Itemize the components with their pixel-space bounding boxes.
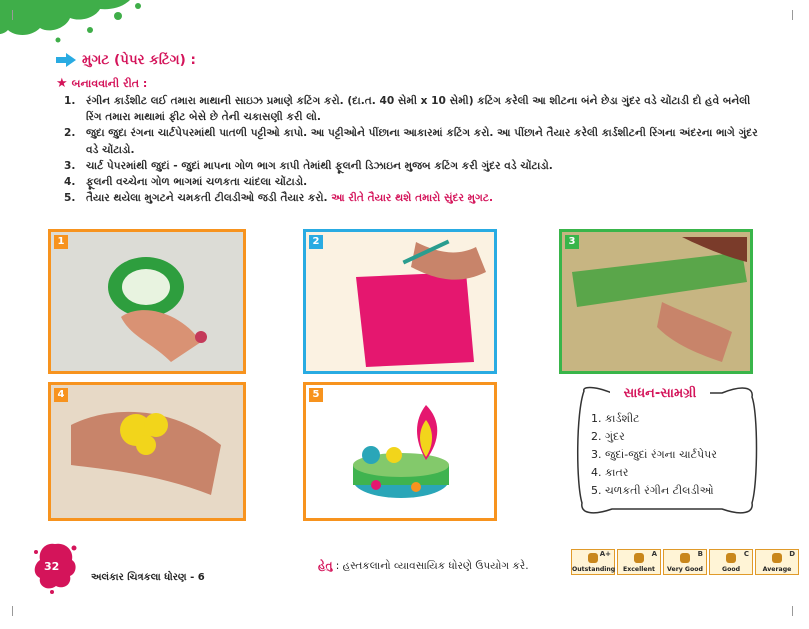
step-text: જુદા જુદા રંગના ચાર્ટપેપરમાંથી પાતળી પટ્ટીઓ કાપો. આ પટ્ટીઓને પીંછાના આકારમાં કટિંગ કરો. આ પીંછાને તૈયાર કરેલી કાર્ડશીટની રિંગના અંદરના ભાગે ગુંદર વડે ચોંટાડો. [86, 127, 758, 156]
grade-name: Outstanding [572, 566, 616, 573]
material-number: 1. [591, 412, 602, 425]
grade-letter: B [697, 550, 703, 558]
goal-label: હેતુ [318, 560, 333, 572]
material-text: કાર્ડશીટ [605, 412, 640, 425]
step-number: 2. [64, 127, 76, 140]
step-3-illustration [562, 232, 750, 371]
step-item [64, 190, 764, 206]
material-item [591, 482, 717, 500]
grade-box [709, 549, 753, 575]
grade-box [663, 549, 707, 575]
grade-box [571, 549, 615, 575]
step-text: ચાર્ટ પેપરમાંથી જુદાં - જુદાં માપના ગોળ ભાગ કાપી તેમાંથી ફૂલની ડિઝાઇન મુજબ કટિંગ કરી ગુંદર વડે ચોંટાડો. [86, 159, 553, 172]
grade-face-icon [588, 553, 598, 563]
grade-face-icon [772, 553, 782, 563]
step-5-illustration [306, 385, 494, 518]
arrow-right-icon [56, 53, 76, 67]
image-badge: 3 [565, 235, 579, 249]
image-badge: 4 [54, 388, 68, 402]
method-heading-text: બનાવવાની રીત : [71, 76, 148, 90]
crop-mark [792, 10, 803, 20]
grade-name: Good [721, 566, 740, 573]
step-number: 3. [64, 159, 76, 172]
material-item [591, 410, 717, 428]
grade-letter: A+ [599, 550, 611, 558]
step-item [64, 93, 764, 125]
step-number: 4. [64, 176, 76, 189]
material-text: ગુંદર [605, 430, 625, 443]
step-number: 1. [64, 95, 76, 107]
grade-face-icon [726, 553, 736, 563]
material-number: 4. [591, 466, 602, 479]
step-text-main: તૈયાર થયેલા મુગટને ચમકતી ટીલડીઓ જડી તૈયાર કરો. [86, 192, 328, 205]
step-text: રંગીન કાર્ડશીટ લઈ તમારા માથાની સાઇઝ પ્રમાણે કટિંગ કરો. (દા.ત. 40 સેમી x 10 સેમી) કટિંગ કરેલી આ શીટના બંને છેડા ગુંદર વડે ચોંટાડી દો હવે બનેલી રિંગ તમારા માથામાં ફીટ બેસે છે તેની ચકાસણી કરી લો. [86, 95, 751, 124]
grade-box [755, 549, 799, 575]
grade-letter: D [789, 550, 795, 558]
step-text: ફૂલની વચ્ચેના ગોળ ભાગમાં ચળકતા ચાંદલા ચોંટાડો. [86, 176, 308, 189]
material-item [591, 464, 717, 482]
page-number: 32 [44, 560, 60, 573]
step-image-1 [48, 229, 246, 374]
material-number: 3. [591, 448, 602, 461]
step-image-3 [559, 229, 753, 374]
image-badge: 1 [54, 235, 68, 249]
grade-face-icon [680, 553, 690, 563]
goal-statement [318, 560, 529, 573]
steps-list [64, 93, 764, 206]
book-title: અલંકાર ચિત્રકલા ધોરણ - 6 [91, 572, 205, 583]
grade-box [617, 549, 661, 575]
step-image-5 [303, 382, 497, 521]
grade-letter: A [651, 550, 657, 558]
goal-text: : હસ્તકલાનો વ્યાવસાયિક ધોરણે ઉપયોગ કરે. [332, 560, 529, 572]
method-heading [56, 76, 147, 91]
step-4-illustration [51, 385, 243, 518]
step-text [86, 190, 764, 206]
step-item [64, 158, 764, 174]
grade-name: Average [762, 566, 792, 573]
grade-letter: C [743, 550, 749, 558]
material-text: જુદાં-જુદાં રંગના ચાર્ટપેપર [605, 448, 717, 461]
material-number: 2. [591, 430, 602, 443]
step-1-illustration [51, 232, 243, 371]
crop-mark [2, 606, 13, 616]
step-number: 5. [64, 192, 76, 205]
crop-mark [792, 606, 803, 616]
materials-list [591, 410, 717, 500]
step-item [64, 125, 764, 157]
step-image-4 [48, 382, 246, 521]
step-2-illustration [306, 232, 494, 371]
image-badge: 5 [309, 388, 323, 402]
material-number: 5. [591, 484, 602, 497]
page-title [56, 52, 196, 68]
step-item [64, 174, 764, 190]
grade-face-icon [634, 553, 644, 563]
step-highlight: આ રીતે તૈયાર થશે તમારો સુંદર મુગટ. [331, 192, 494, 205]
grade-scale [571, 549, 799, 575]
material-text: કાતર [605, 466, 629, 479]
star-icon: ★ [56, 76, 68, 91]
image-badge: 2 [309, 235, 323, 249]
materials-title: સાધન-સામગ્રી [610, 382, 710, 406]
material-text: ચળકતી રંગીન ટીલડીઓ [605, 484, 714, 497]
material-item [591, 428, 717, 446]
green-splash-decoration [0, 0, 150, 50]
grade-name: Very Good [667, 566, 703, 573]
grade-name: Excellent [623, 566, 655, 573]
crop-mark [2, 10, 13, 20]
title-text: મુગટ (પેપર કટિંગ) : [82, 52, 196, 68]
material-item [591, 446, 717, 464]
step-image-2 [303, 229, 497, 374]
